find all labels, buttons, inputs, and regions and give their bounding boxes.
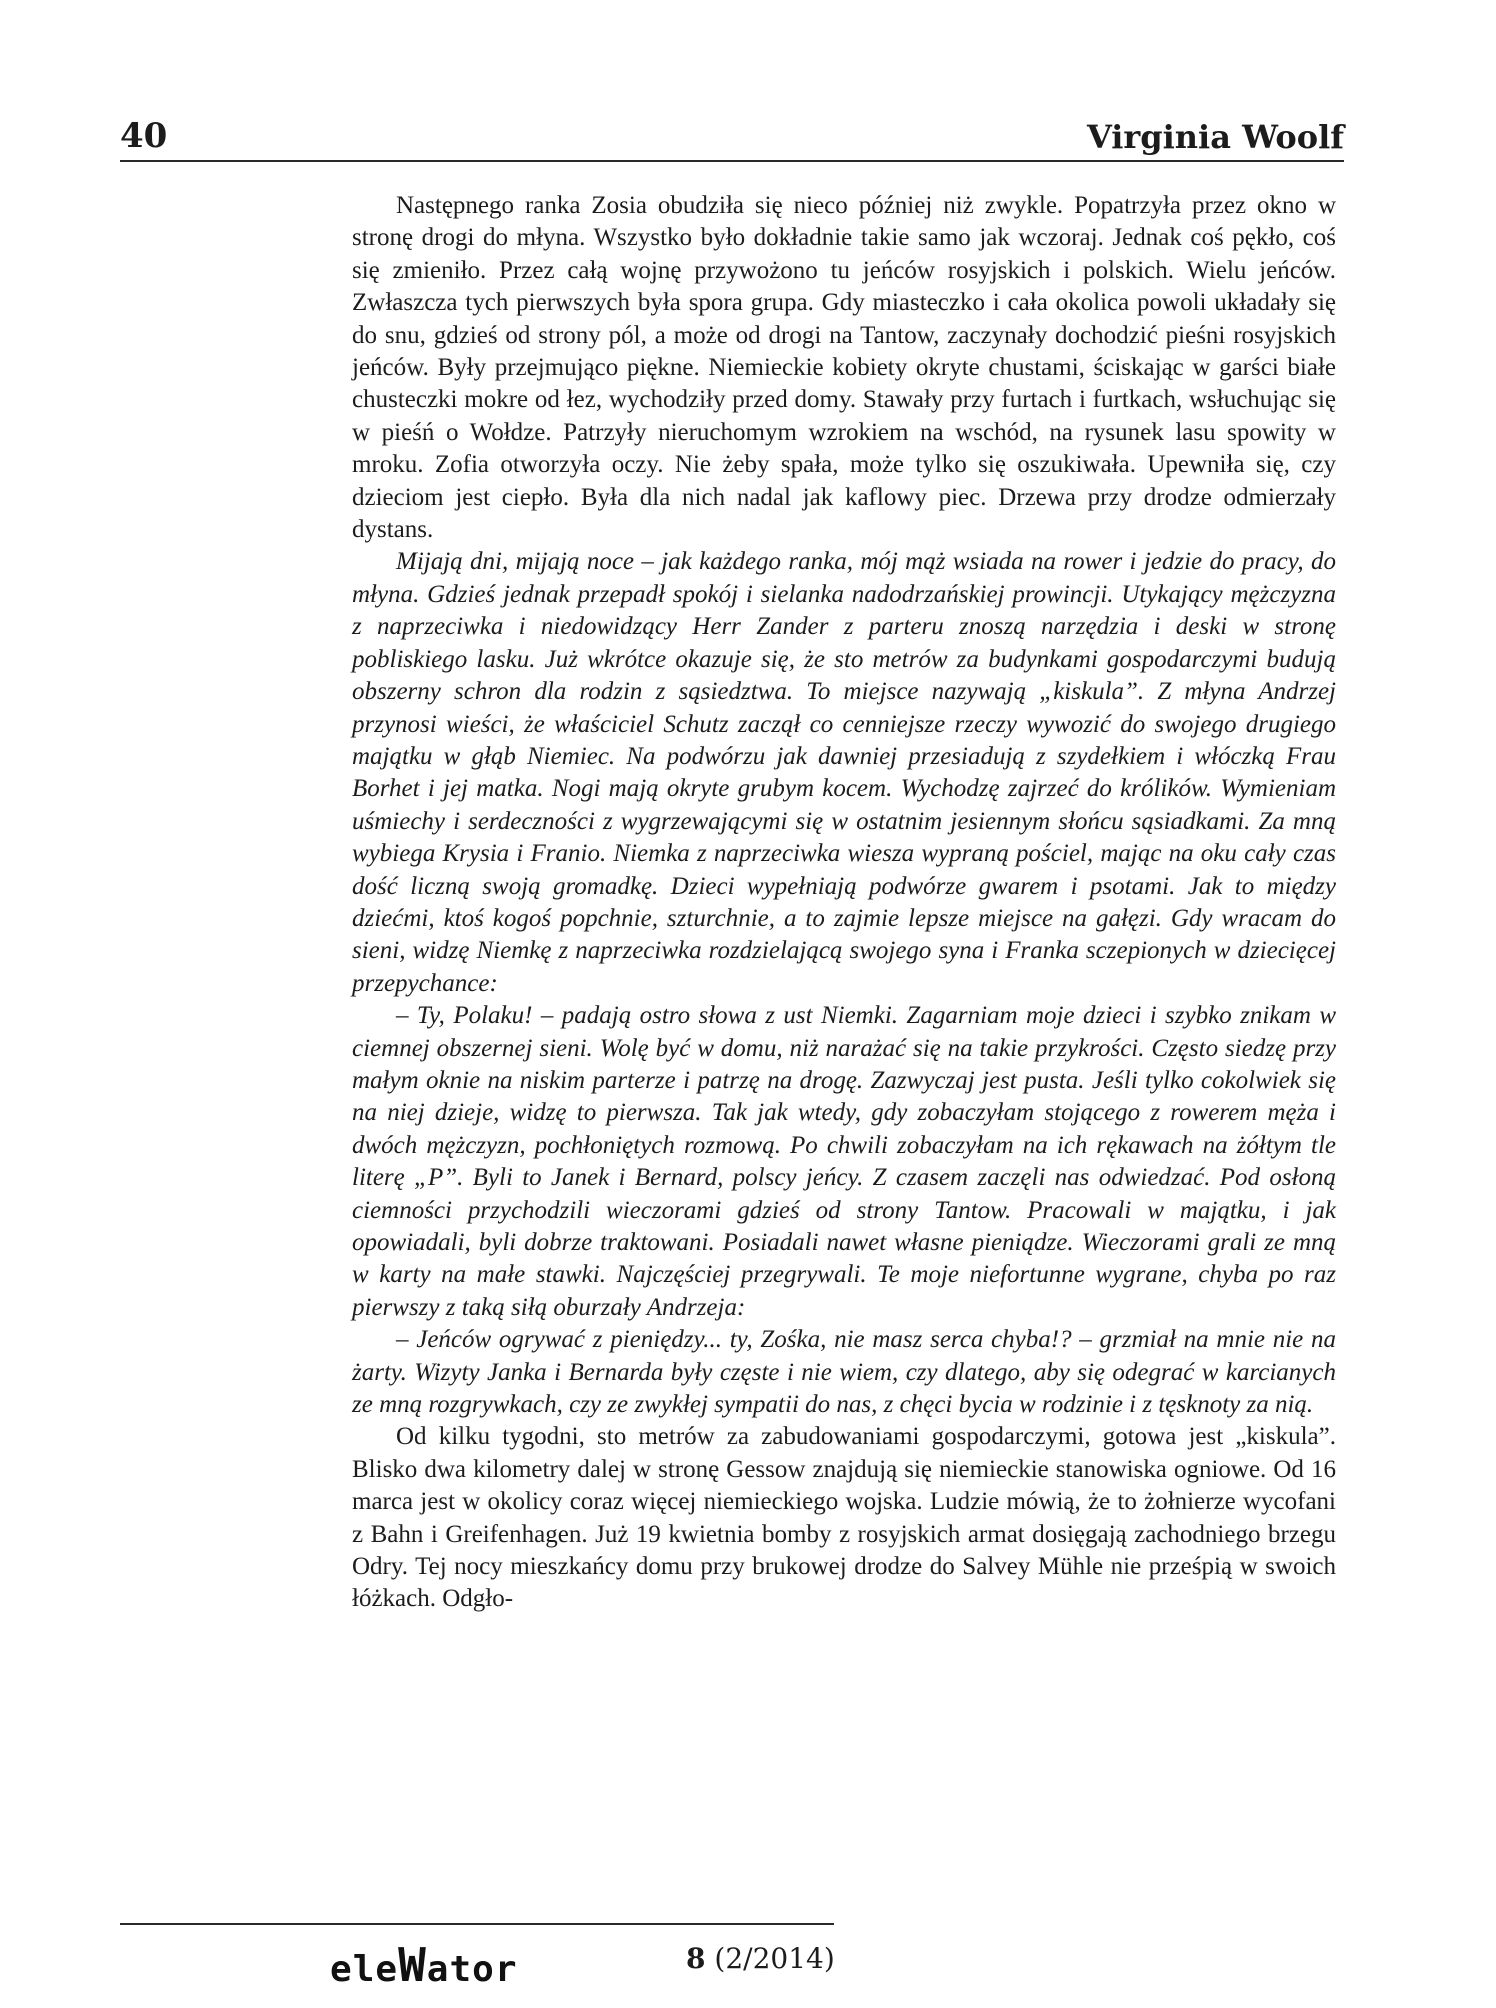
issue-label [686,1942,835,1975]
issue-number: 8 [686,1942,706,1975]
article-body [352,190,1336,1616]
footer-rule [120,1923,834,1925]
page-number: 40 [120,116,168,156]
paragraph: Następnego ranka Zosia obudziła się nieco później niż zwykle. Popatrzyła przez okno w stronę drogi do młyna. Wszystko było dokładnie takie samo jak wczoraj. Jednak coś pękło, coś się zmieniło. Przez całą wojnę przywożono tu jeńców rosyjskich i polskich. Wielu jeńców. Zwłaszcza tych pierwszych była spora grupa. Gdy miasteczko i cała okolica powoli układały się do snu, gdzieś od strony pól, a może od drogi na Tantow, zaczynały dochodzić pieśni rosyjskich jeńców. Były przejmująco piękne. Niemieckie kobiety okryte chustami, ściskając w garści białe chusteczki mokre od łez, wychodziły przed domy. Stawały przy furtach i furtkach, wsłuchując się w pieśń o Wołdze. Patrzyły nieruchomym wzrokiem na wschód, na rysunek lasu spowity w mroku. Zofia otworzyła oczy. Nie żeby spała, może tylko się oszukiwała. Upewniła się, czy dzieciom jest ciepło. Była dla nich nadal jak kaflowy piec. Drzewa przy drodze odmierzały dystans. [352,192,1336,544]
paragraph: Od kilku tygodni, sto metrów za zabudowaniami gospodarczymi, gotowa jest „kiskula”. Blisko dwa kilometry dalej w stronę Gessow znajdują się niemieckie stanowiska ogniowe. Od 16 marca jest w okolicy coraz więcej niemieckiego wojska. Ludzie mówią, że to żołnierze wycofani z Bahn i Greifenhagen. Już 19 kwietnia bomby z rosyjskich armat dosięgają zachodniego brzegu Odry. Tej nocy mieszkańcy domu przy brukowej drodze do Salvey Mühle nie prześpią w swoich łóżkach. Odgło- [352,1423,1336,1613]
page-header [120,112,1344,162]
issue-detail: (2/2014) [714,1942,835,1975]
running-head-author: Virginia Woolf [1086,118,1344,156]
paragraph-italic: – Ty, Polaku! – padają ostro słowa z ust Niemki. Zagarniam moje dzieci i szybko znikam w ciemnej obszernej sieni. Wolę być w domu, niż narażać się na takie przykrości. Często siedzę przy małym oknie na niskim parterze i patrzę na drogę. Zazwyczaj jest pusta. Jeśli tylko cokolwiek się na niej dzieje, widzę to pierwsza. Tak jak wtedy, gdy zobaczyłam stojącego z rowerem męża i dwóch mężczyzn, pochłoniętych rozmową. Po chwili zobaczyłam na ich rękawach na żółtym tle literę „P”. Byli to Janek i Bernard, polscy jeńcy. Z czasem zaczęli nas odwiedzać. Pod osłoną ciemności przychodzili wieczorami gdzieś od strony Tantow. Pracowali w majątku, i jak opowiadali, byli dobrze traktowani. Posiadali nawet własne pieniądze. Wieczorami grali ze mną w karty na małe stawki. Najczęściej przegrywali. Te moje niefortunne wygrane, chyba po raz pierwszy z taką siłą oburzały Andrzeja: [352,1002,1336,1321]
paragraph-italic: Mijają dni, mijają noce – jak każdego ranka, mój mąż wsiada na rower i jedzie do pracy, do młyna. Gdzieś jednak przepadł spokój i sielanka nadodrzańskiej prowincji. Utykający mężczyzna z naprzeciwka i niedowidzący Herr Zander z parteru znoszą narzędzia i deski w stronę pobliskiego lasku. Już wkrótce okazuje się, że sto metrów za budynkami gospodarczymi budują obszerny schron dla rodzin z sąsiedztwa. To miejsce nazywają „kiskula”. Z młyna Andrzej przynosi wieści, że właściciel Schutz zaczął co cenniejsze rzeczy wywozić do swojego drugiego majątku w głąb Niemiec. Na podwórzu jak dawniej przesiadują z szydełkiem i włóczką Frau Borhet i jej matka. Nogi mają okryte grubym kocem. Wychodzę zajrzeć do królików. Wymieniam uśmiechy i serdeczności z wygrzewającymi się w ostatnim jesiennym słońcu sąsiadkami. Za mną wybiega Krysia i Franio. Niemka z naprzeciwka wiesza wypraną pościel, mając na oku cały czas dość liczną swoją gromadkę. Dzieci wypełniają podwórze gwarem i psotami. Jak to między dziećmi, ktoś kogoś popchnie, szturchnie, a to zajmie lepsze miejsce na gałęzi. Gdy wracam do sieni, widzę Niemkę z naprzeciwka rozdzielającą swojego syna i Franka sczepionych w dziecięcej przepychance: [352,548,1336,997]
magazine-logo: eleWator [330,1938,518,1992]
paragraph-italic: – Jeńców ogrywać z pieniędzy... ty, Zośka, nie masz serca chyba!? – grzmiał na mnie nie na żarty. Wizyty Janka i Bernarda były częste i nie wiem, czy dlatego, aby się odegrać w karcianych ze mną rozgrywkach, czy ze zwykłej sympatii do nas, z chęci bycia w rodzinie i z tęsknoty za nią. [352,1326,1336,1419]
